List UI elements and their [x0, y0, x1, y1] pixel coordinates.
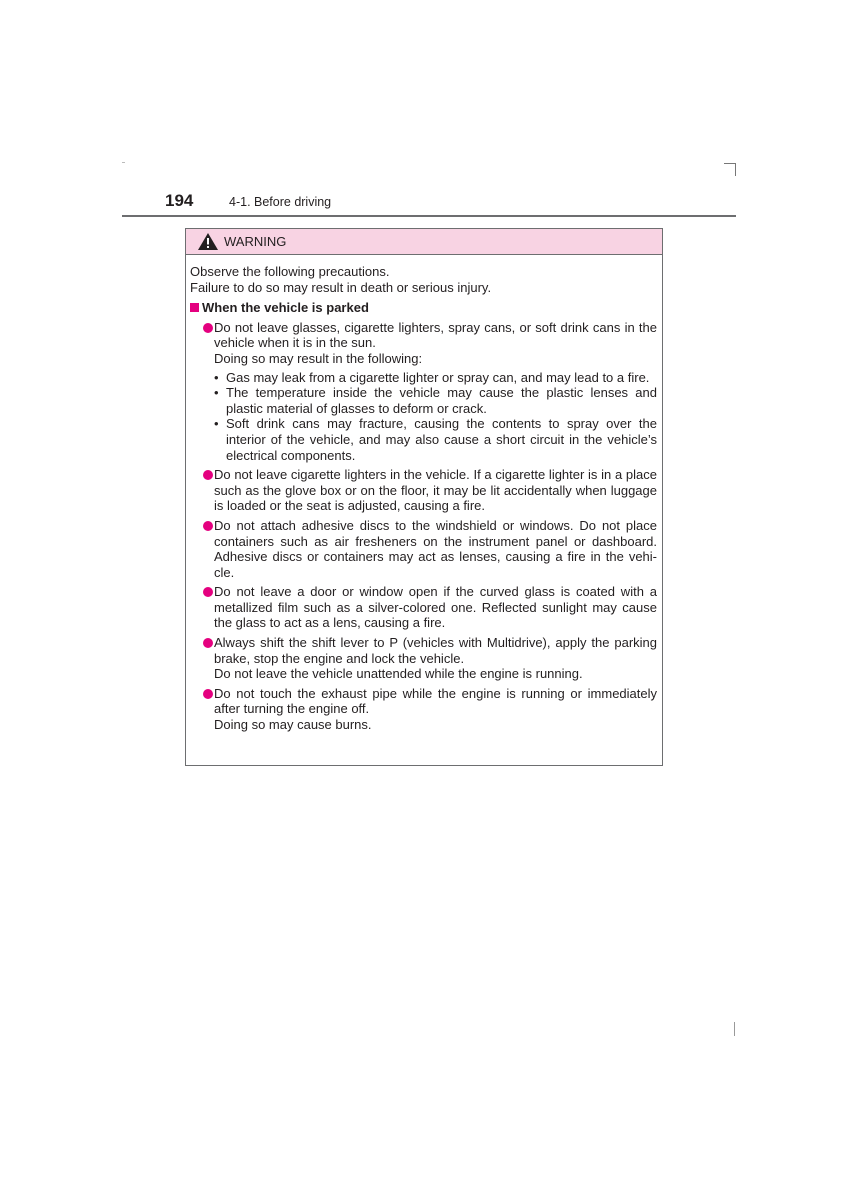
- sub-list-item: [214, 370, 657, 386]
- warning-box: [185, 228, 663, 766]
- item-text: Do not leave cigarette lighters in the vehicle. If a cigarette lighter is in a place such as the glove box or on the floor, it may be lit accidentally when luggage is loaded or the seat is adjusted, causing a fire.: [214, 467, 657, 514]
- sub-item-text: Soft drink cans may fracture, causing the contents to spray over the interior of the vehicle, and may also cause a short circuit in the vehicle’s electrical components.: [226, 416, 657, 463]
- sub-list-item: [214, 385, 657, 416]
- warning-body: [186, 255, 662, 733]
- header-divider: [122, 215, 736, 217]
- circle-bullet-icon: [203, 323, 213, 333]
- item-extra: Doing so may cause burns.: [214, 717, 372, 733]
- list-item: [190, 584, 657, 631]
- list-item: [190, 686, 657, 733]
- circle-bullet-icon: [203, 470, 213, 480]
- list-item: [190, 635, 657, 682]
- small-bullet-icon: •: [214, 416, 219, 432]
- circle-bullet-icon: [203, 689, 213, 699]
- sub-list: [214, 370, 657, 464]
- intro-line: Observe the following precautions.: [190, 264, 390, 279]
- circle-bullet-icon: [203, 638, 213, 648]
- warning-triangle-icon: [198, 233, 218, 250]
- intro-line: Failure to do so may result in death or serious injury.: [190, 279, 492, 295]
- circle-bullet-icon: [203, 521, 213, 531]
- item-extra: Do not leave the vehicle unattended while the engine is running.: [214, 666, 583, 682]
- crop-mark-top-right: [724, 163, 736, 176]
- item-text: Always shift the shift lever to P (vehicles with Multidrive), apply the parking brake, stop the engine and lock the vehicle.: [214, 635, 657, 666]
- crop-mark-top-left: [122, 162, 125, 163]
- item-text: Do not leave a door or window open if the curved glass is coated with a metallized film such as a silver-colored one. Reflected sunlight may cause the glass to act as a lens, causing a fire.: [214, 584, 657, 631]
- warning-intro: [190, 264, 657, 295]
- subheading-text: When the vehicle is parked: [202, 300, 369, 316]
- page-number: 194: [165, 191, 194, 210]
- item-text: Do not leave glasses, cigarette lighters, spray cans, or soft drink cans in the vehicle when it is in the sun.: [214, 319, 657, 351]
- subheading: [190, 300, 657, 316]
- list-item: [190, 320, 657, 463]
- crop-mark-bottom-right: [734, 1022, 735, 1036]
- small-bullet-icon: •: [214, 385, 219, 401]
- square-bullet-icon: [190, 303, 199, 312]
- circle-bullet-icon: [203, 587, 213, 597]
- list-item: [190, 518, 657, 580]
- warning-title: WARNING: [224, 234, 287, 249]
- sub-item-text: The temperature inside the vehicle may cause the plastic lenses and plastic material of glasses to deform or crack.: [226, 385, 657, 416]
- sub-item-text: Gas may leak from a cigarette lighter or spray can, and may lead to a fire.: [226, 369, 650, 385]
- item-text: Do not touch the exhaust pipe while the engine is running or immediately after turning the engine off.: [214, 685, 657, 717]
- small-bullet-icon: •: [214, 369, 219, 385]
- item-text: Do not attach adhesive discs to the windshield or windows. Do not place containers such as air fresheners on the instrument panel or dashboard. Adhesive discs or containers may act as lenses, causing a fire in the vehi-cle.: [214, 517, 657, 580]
- sub-list-item: [214, 416, 657, 463]
- item-extra: Doing so may result in the following:: [214, 350, 423, 366]
- section-title: 4-1. Before driving: [229, 195, 332, 209]
- list-item: [190, 467, 657, 514]
- warning-header: [186, 229, 662, 255]
